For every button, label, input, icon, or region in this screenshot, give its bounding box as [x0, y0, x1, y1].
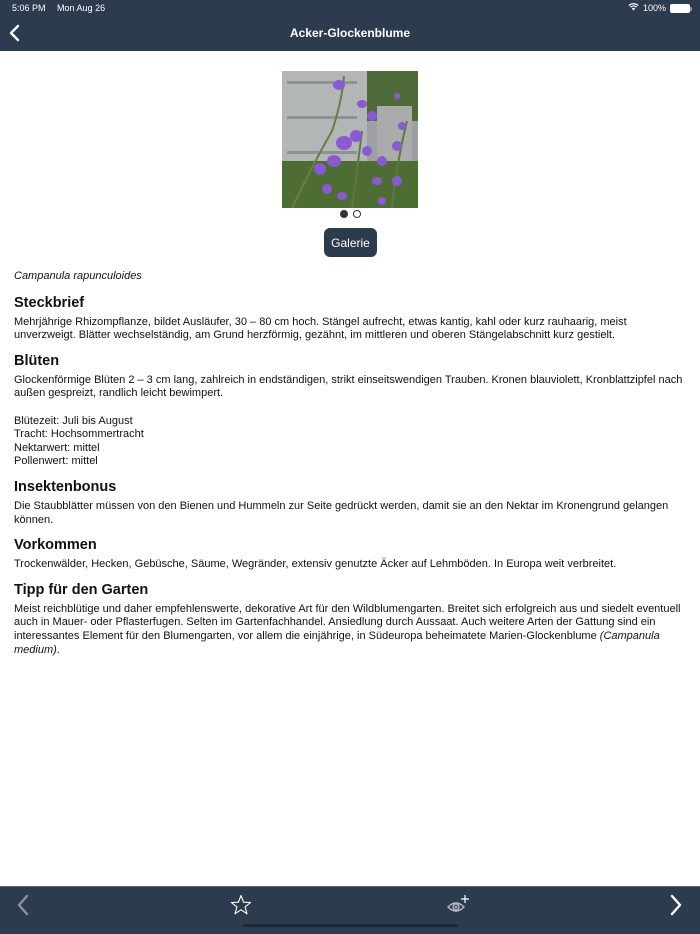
section-text: Meist reichblütige und daher empfehlenswerte, dekorative Art für den Wildblumengarten. Breitet sich erfolgreich aus und siedelt eventuell auch in Mauer- oder Pflasterfugen. Selten im Gartenfachhandel. Ansiedlung durch Aussaat. Auch weitere Arten der Gattung sind ein interessantes Element für den Blumengarten, vor allem die einjährige, in Südeuropa beheimatete Marien-Glockenblume — [14, 602, 681, 642]
plant-photo-image — [282, 71, 418, 208]
status-time: 5:06 PM — [12, 3, 46, 13]
section-text: Trockenwälder, Hecken, Gebüsche, Säume, Wegränder, extensiv genutzte Äcker auf Lehmböden. In Europa weit verbreitet. — [14, 558, 617, 571]
wifi-icon — [628, 3, 639, 13]
fact-pollen-value: Pollenwert: mittel — [14, 455, 98, 468]
section-steckbrief — [14, 294, 686, 343]
fact-nectar-value: Nektarwert: mittel — [14, 441, 100, 454]
home-indicator — [243, 924, 458, 927]
gallery-page-indicator[interactable] — [0, 210, 700, 218]
section-text-end: . — [56, 643, 60, 656]
plant-photo[interactable] — [282, 71, 418, 208]
section-text-wrapper — [14, 603, 686, 657]
status-bar — [0, 0, 700, 16]
star-icon — [230, 894, 252, 916]
gallery-button[interactable]: Galerie — [324, 228, 377, 257]
section-blueten — [14, 352, 686, 469]
page-title: Acker-Glockenblume — [289, 26, 411, 40]
latin-name: Campanula rapunculoides — [14, 270, 142, 282]
battery-icon — [670, 4, 690, 13]
section-insektenbonus — [14, 478, 686, 527]
section-heading: Steckbrief — [14, 294, 85, 311]
section-text-italic: (Campanula medium) — [14, 629, 660, 656]
section-heading: Insektenbonus — [14, 478, 117, 495]
fact-bloom-time: Blütezeit: Juli bis August — [14, 414, 133, 427]
section-heading: Blüten — [14, 352, 60, 369]
section-heading: Tipp für den Garten — [14, 581, 149, 598]
next-button[interactable] — [666, 893, 686, 922]
nav-bar — [0, 16, 700, 51]
chevron-left-icon — [14, 893, 34, 917]
bottom-toolbar — [0, 886, 700, 934]
eye-plus-icon — [446, 893, 472, 915]
add-observation-button[interactable] — [446, 893, 472, 920]
status-right — [628, 3, 690, 13]
battery-percent: 100% — [642, 3, 666, 13]
previous-button[interactable] — [14, 893, 34, 922]
section-text: Die Staubblätter müssen von den Bienen und Hummeln zur Seite gedrückt werden, damit sie an den Nektar im Kronengrund gelangen können. — [14, 499, 669, 526]
status-date: Mon Aug 26 — [57, 3, 106, 13]
chevron-right-icon — [666, 893, 686, 917]
favorite-button[interactable] — [230, 894, 252, 921]
plant-description — [14, 270, 686, 666]
status-left — [12, 3, 105, 13]
section-text: Glockenförmige Blüten 2 – 3 cm lang, zahlreich in endständigen, strikt einseitswendigen Trauben. Kronen blauviolett, Kronblattzipfel nach außen gespreizt, randlich leicht bewimpert. — [14, 373, 683, 400]
page-dot-1[interactable] — [340, 210, 348, 218]
section-vorkommen — [14, 536, 686, 572]
section-text: Mehrjährige Rhizompflanze, bildet Ausläufer, 30 – 80 cm hoch. Stängel aufrecht, etwas kantig, kahl oder kurz rauhaarig, meist unverzweigt. Blätter wechselständig, am Grund herzförmig, gezähnt, im mittleren und oberen Stängelabschnitt kurz gestielt. — [14, 315, 627, 342]
top-bar — [0, 0, 700, 51]
section-heading: Vorkommen — [14, 537, 97, 554]
section-garden-tip — [14, 581, 686, 657]
bloom-facts — [14, 415, 686, 469]
plant-detail-content[interactable] — [0, 51, 700, 886]
fact-tracht: Tracht: Hochsommertracht — [14, 428, 144, 441]
page-dot-2[interactable] — [353, 210, 361, 218]
